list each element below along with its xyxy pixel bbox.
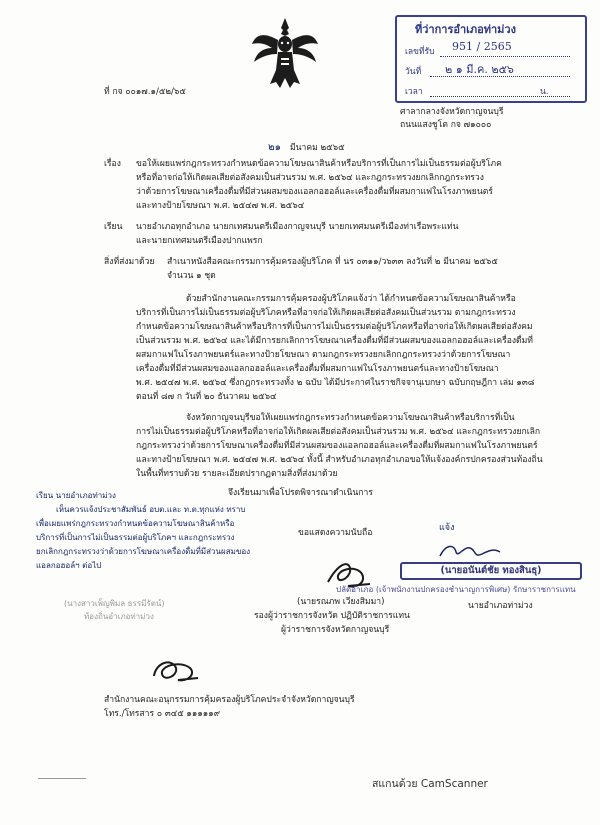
footer-phone: โทร./โทรสาร ๐ ๓๔๕ ๑๑๑๑๑๙ xyxy=(104,709,220,719)
margin-note-line: ยกเลิกกฎกระทรวงว่าด้วยการโฆษณาเครื่องดื่มที่มีส่วนผสมของ xyxy=(36,547,251,556)
enclosure-label: สิ่งที่ส่งมาด้วย xyxy=(104,257,155,267)
para1-line: ด้วยสำนักงานคณะกรรมการคุ้มครองผู้บริโภคแจ้งว่า ได้กำหนดข้อความโฆษณาสินค้าหรือ xyxy=(186,294,516,304)
sender-org: ศาลากลางจังหวัดกาญจนบุรี xyxy=(400,107,504,117)
para2-line: กฎกระทรวงว่าด้วยการโฆษณาเครื่องดื่มที่มีส่วนผสมของแอลกอฮอล์และเครื่องดื่มที่ผสมกาแฟในโรงภาพยนตร์ xyxy=(136,441,538,451)
stamp-date-value: ๒ ๑ มี.ค. ๒๕๖ xyxy=(445,63,514,76)
margin-note-line: เพื่อเผยแพร่กฎกระทรวงกำหนดข้อความโฆษณาสินค้าหรือ xyxy=(36,519,235,528)
para1-line: ตอนที่ ๘๗ ก วันที่ ๒๐ ธันวาคม ๒๕๖๔ xyxy=(136,392,277,402)
margin-faded-position: ท้องถิ่นอำเภอท่าม่วง xyxy=(84,612,154,621)
footer-divider xyxy=(38,778,86,779)
para1-line: กำหนดข้อความโฆษณาสินค้าหรือบริการที่เป็นการไม่เป็นธรรมต่อผู้บริโภคหรือที่อาจก่อให้เกิดผลเสียต่อสังคม xyxy=(136,322,533,332)
para1-line: ผสมกาแฟในโรงภาพยนตร์และทางป้ายโฆษณา ตามกฎกระทรวงยกเลิกกฎกระทรวงว่าด้วยการโฆษณา xyxy=(136,350,511,360)
enclosure-line: จำนวน ๑ ชุด xyxy=(167,271,216,281)
para1-line: เป็นส่วนรวม พ.ศ. ๒๕๖๔ และได้มีการยกเลิกการโฆษณาเครื่องดื่มที่มีส่วนผสมของแอลกอฮอล์และเครื่องดื่มที่ xyxy=(136,336,533,346)
document-number: ที่ กจ ๐๐๑๗.๑/๕๒/๖๕ xyxy=(104,87,186,97)
scanner-watermark: สแกนด้วย CamScanner xyxy=(372,778,488,790)
closing-request: จึงเรียนมาเพื่อโปรดพิจารณาดำเนินการ xyxy=(228,488,373,498)
main-signer-name: (นายรณภพ เวียงสิมมา) xyxy=(297,597,385,607)
subject-line: หรือที่อาจก่อให้เกิดผลเสียต่อสังคมเป็นส่วนรวม พ.ศ. ๒๕๖๔ และกฎกระทรวงยกเลิกกฎกระทรวง xyxy=(136,173,484,183)
para2-line: การไม่เป็นธรรมต่อผู้บริโภคหรือที่อาจก่อให้เกิดผลเสียต่อสังคมเป็นส่วนรวม พ.ศ. ๒๕๖๔ และกฎกระทรวงยกเลิก xyxy=(136,427,541,437)
subject-label: เรื่อง xyxy=(104,159,121,169)
endorse-position: นายอำเภอท่าม่วง xyxy=(468,601,533,611)
margin-note-line: แอลกอฮอล์ฯ ต่อไป xyxy=(36,561,102,570)
recipient-label: เรียน xyxy=(104,222,123,232)
para1-line: เครื่องดื่มที่มีส่วนผสมของแอลกอฮอล์และเครื่องดื่มที่ผสมกาแฟในโรงภาพยนตร์และทางป้ายโฆษณา xyxy=(136,364,499,374)
para2-line: จังหวัดกาญจนบุรีขอให้เผยแพร่กฎกระทรวงกำหนดข้อความโฆษณาสินค้าหรือบริการที่เป็น xyxy=(186,413,515,423)
stamp-recv-label: เลขที่รับ xyxy=(405,47,435,57)
stamp-recv-line xyxy=(440,55,570,57)
subject-line: ขอให้เผยแพร่กฎกระทรวงกำหนดข้อความโฆษณาสินค้าหรือบริการที่เป็นการไม่เป็นธรรมต่อผู้บริโภค xyxy=(136,159,502,169)
subject-line: ว่าด้วยการโฆษณาเครื่องดื่มที่มีส่วนผสมของแอลกอฮอล์และเครื่องดื่มที่ผสมกาแฟในโรงภาพยนตร์ xyxy=(136,187,493,197)
stamp-office: ที่ว่าการอำเภอท่าม่วง xyxy=(415,23,516,36)
stamp-time-value: น. xyxy=(540,87,549,97)
endorse-marker: แจ้ง xyxy=(439,523,455,533)
stamp-time-label: เวลา xyxy=(405,87,423,97)
initial-signature-icon xyxy=(146,652,206,688)
para1-line: บริการที่เป็นการไม่เป็นธรรมต่อผู้บริโภคหรือที่อาจก่อให้เกิดผลเสียต่อสังคมเป็นส่วนรวม ตามกฎกระทรวง xyxy=(136,308,516,318)
endorse-position-stamp: ปลัดอำเภอ (เจ้าพนักงานปกครองชำนาญการพิเศษ) รักษาราชการแทน xyxy=(336,585,576,594)
recipient-line: นายอำเภอทุกอำเภอ นายกเทศมนตรีเมืองกาญจนบุรี นายกเทศมนตรีเมืองท่าเรือพระแท่น xyxy=(136,222,459,232)
date-month-year: มีนาคม ๒๕๖๕ xyxy=(290,143,345,153)
para2-line: และทางป้ายโฆษณา พ.ศ. ๒๕๔๗ พ.ศ. ๒๕๖๔ ทั้งนี้ สำหรับอำเภอทุกอำเภอขอให้แจ้งองค์กรปกครองส่วนท้องถิ่น xyxy=(136,455,543,465)
enclosure-line: สำเนาหนังสือคณะกรรมการคุ้มครองผู้บริโภค ที่ นร ๐๓๑๑/ว๖๓๓ ลงวันที่ ๒ มีนาคม ๒๕๖๕ xyxy=(167,257,498,267)
sender-road: ถนนแสงชูโต กจ ๗๑๐๐๐ xyxy=(400,120,492,130)
para2-line: ในพื้นที่ทราบด้วย รายละเอียดปรากฏตามสิ่งที่ส่งมาด้วย xyxy=(136,469,338,479)
margin-note-salutation: เรียน นายอำเภอท่าม่วง xyxy=(36,491,116,500)
garuda-emblem-icon xyxy=(250,14,320,92)
margin-note-line: บริการที่เป็นการไม่เป็นธรรมต่อผู้บริโภคฯ และกฎกระทรวง xyxy=(36,533,235,542)
stamp-date-label: วันที่ xyxy=(405,67,422,77)
endorse-name-stamp: (นายอนันต์ชัย ทองสินธุ) xyxy=(400,562,582,580)
respect-line: ขอแสดงความนับถือ xyxy=(298,528,373,538)
recipient-line: และนายกเทศมนตรีเมืองปากแพรก xyxy=(136,236,263,246)
para1-line: พ.ศ. ๒๕๔๗ พ.ศ. ๒๕๖๔ ซึ่งกฎกระทรวงทั้ง ๒ ฉบับ ได้มีประกาศในราชกิจจานุเบกษา ฉบับกฤษฎีกา เล่ม ๑๓๘ xyxy=(136,378,535,388)
margin-faded-name: (นางสาวเพ็ญพิมล ธรรมีรัตน์) xyxy=(64,599,165,608)
stamp-recv-value: 951 / 2565 xyxy=(452,40,512,53)
main-signer-position2: ผู้ว่าราชการจังหวัดกาญจนบุรี xyxy=(281,625,390,635)
footer-office: สำนักงานคณะอนุกรรมการคุ้มครองผู้บริโภคประจำจังหวัดกาญจนบุรี xyxy=(104,695,355,705)
main-signer-position1: รองผู้ว่าราชการจังหวัด ปฏิบัติราชการแทน xyxy=(254,611,410,621)
stamp-time-line xyxy=(430,95,570,97)
margin-note-line: เห็นควรแจ้งประชาสัมพันธ์ อบต.และ ท.ต.ทุกแห่ง ทราบ xyxy=(56,505,246,514)
date-day: ๒๑ xyxy=(268,142,281,153)
subject-line: และทางป้ายโฆษณา พ.ศ. ๒๕๔๗ พ.ศ. ๒๕๖๔ xyxy=(136,201,305,211)
